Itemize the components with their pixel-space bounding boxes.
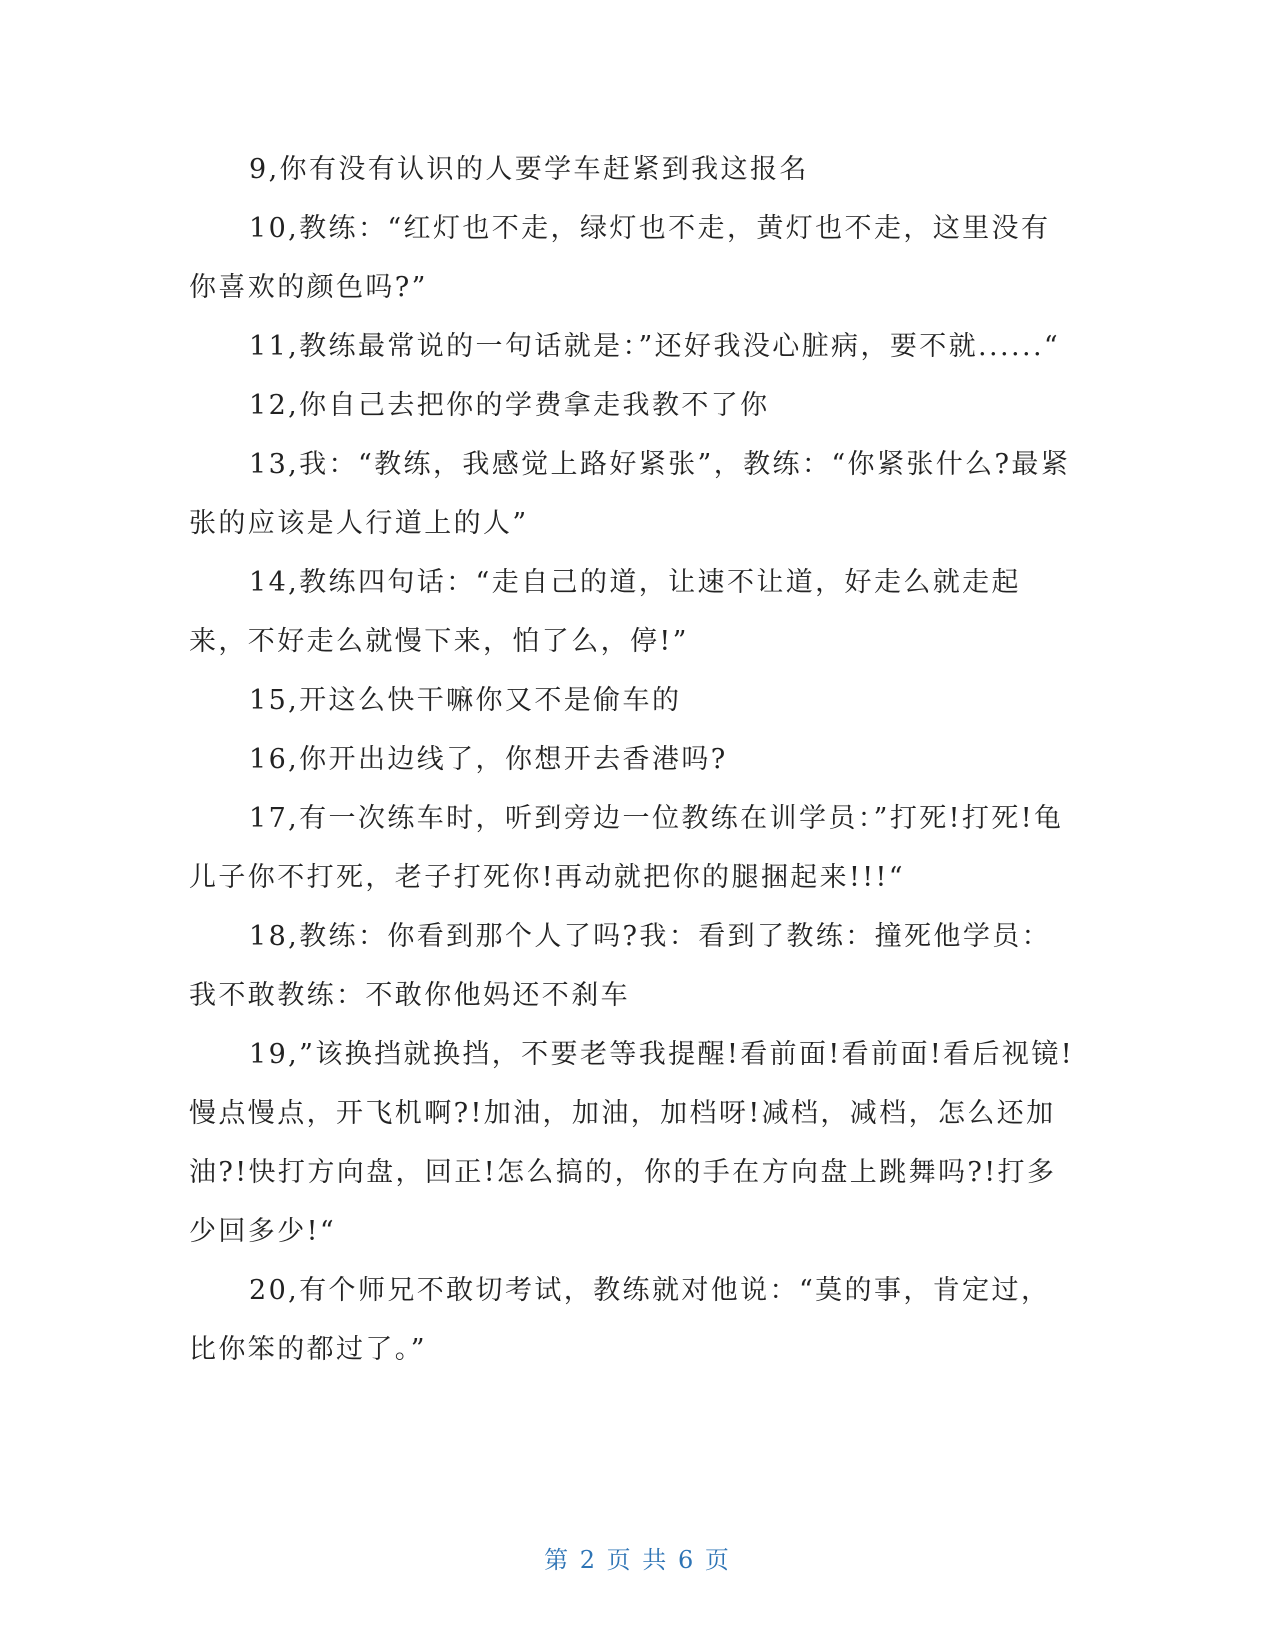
paragraph-11: 11,教练最常说的一句话就是：”还好我没心脏病，要不就......“: [249, 331, 1061, 362]
paragraph-19: 19,”该换挡就换挡，不要老等我提醒!看前面!看前面!看后视镜!慢点慢点，开飞机啊?!加油，加油，加档呀!减档，减档，怎么还加油?!快打方向盘，回正!怎么搞的，你的手在方向盘上跳舞吗?!打多少回多少!“: [189, 1039, 1074, 1247]
paragraph-15: 15,开这么快干嘛你又不是偷车的: [249, 685, 682, 716]
paragraph-13: 13,我：“教练，我感觉上路好紧张”，教练：“你紧张什么?最紧张的应该是人行道上的人”: [189, 449, 1071, 539]
page-number-footer: 第 2 页 共 6 页: [544, 1546, 731, 1574]
paragraph-17: 17,有一次练车时，听到旁边一位教练在训学员：”打死!打死!龟儿子你不打死，老子打死你!再动就把你的腿捆起来!!!“: [189, 803, 1064, 893]
paragraph-18: 18,教练：你看到那个人了吗?我：看到了教练：撞死他学员：我不敢教练：不敢你他妈还不刹车: [189, 921, 1052, 1011]
paragraph-20: 20,有个师兄不敢切考试，教练就对他说：“莫的事，肯定过，比你笨的都过了。”: [189, 1275, 1051, 1365]
paragraph-16: 16,你开出边线了，你想开去香港吗?: [249, 744, 728, 775]
paragraph-12: 12,你自己去把你的学费拿走我教不了你: [249, 390, 770, 421]
paragraph-9: 9,你有没有认识的人要学车赶紧到我这报名: [249, 154, 809, 185]
paragraph-14: 14,教练四句话：“走自己的道，让速不让道，好走么就走起来，不好走么就慢下来，怕了么，停!”: [189, 567, 1021, 657]
paragraph-10: 10,教练：“红灯也不走，绿灯也不走，黄灯也不走，这里没有你喜欢的颜色吗?”: [189, 213, 1051, 303]
page-body: [189, 140, 1079, 1379]
